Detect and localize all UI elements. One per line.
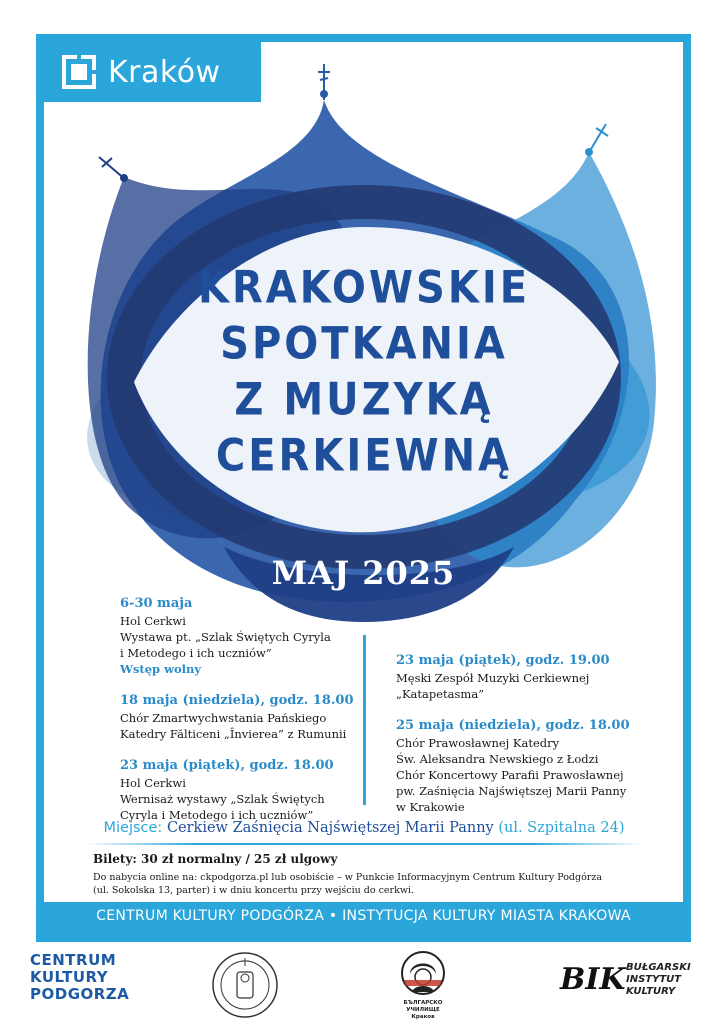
event-item <box>120 692 360 742</box>
event-admission: Wstęp wolny <box>120 662 202 676</box>
footer-institution: CENTRUM KULTURY PODGÓRZA • INSTYTUCJA KULTURY MIASTA KRAKOWA <box>96 908 631 924</box>
event-date: 23 maja (piątek), godz. 18.00 <box>120 758 334 773</box>
bik-text-line: INSTYTUT <box>626 974 682 985</box>
event-line: w Krakowie <box>396 800 465 814</box>
events-left-column <box>120 595 360 838</box>
event-date: 6-30 maja <box>120 596 193 611</box>
event-item <box>120 757 360 823</box>
title-line: KRAKOWSKIE <box>197 262 531 314</box>
ck-logo-line: CENTRUM <box>30 951 117 969</box>
poster-inner <box>44 42 683 902</box>
title-line: Z MUZYKĄ <box>234 374 494 426</box>
bulgarian-school-caption: БЪЛГАРСКО УЧИЛИЩЕ <box>403 1000 443 1013</box>
venue-name: Cerkiew Zaśnięcia Najświętszej Marii Panny <box>166 820 494 836</box>
event-line: Cyryla i Metodego i ich uczniów” <box>120 808 314 822</box>
event-line: Chór Koncertowy Parafii Prawosławnej <box>396 768 624 782</box>
event-item <box>396 717 656 815</box>
event-line: i Metodego i ich uczniów” <box>120 646 272 660</box>
partner-logos <box>0 950 725 1020</box>
bik-text <box>626 962 706 998</box>
cross-center-icon <box>318 64 330 100</box>
event-line: Wystawa pt. „Szlak Świętych Cyryla <box>120 630 331 644</box>
ticket-note-line: (ul. Sokolska 13, parter) i w dniu koncertu przy wejściu do cerkwi. <box>93 885 415 896</box>
bik-text-line: KULTURY <box>626 986 676 997</box>
venue-address: (ul. Szpitalna 24) <box>498 820 625 836</box>
bulgarian-school-logo <box>388 950 458 1021</box>
bik-mark: BIK <box>560 962 626 997</box>
event-line: Hol Cerkwi <box>120 614 186 628</box>
krakow-logo-text: Kraków <box>108 54 221 90</box>
bik-text-line: BUŁGARSKI <box>626 962 691 973</box>
ticket-note-line: Do nabycia online na: ckpodgorza.pl lub osobiście – w Punkcie Informacyjnym Centrum Kultury Podgórza <box>93 872 603 883</box>
event-line: Chór Zmartwychwstania Pańskiego <box>120 711 327 725</box>
krakow-logo <box>44 42 261 102</box>
ck-logo-line: KULTURY <box>30 968 109 986</box>
parish-seal-icon <box>210 950 280 1020</box>
event-line: Hol Cerkwi <box>120 776 186 790</box>
date-banner: MAJ 2025 <box>271 554 456 592</box>
event-line: „Katapetasma” <box>396 687 485 701</box>
bulgarian-school-city: Краков <box>411 1014 435 1020</box>
events-right-column <box>396 652 656 830</box>
event-date: 25 maja (niedziela), godz. 18.00 <box>396 718 630 733</box>
event-line: Św. Aleksandra Newskiego z Łodzi <box>396 752 599 766</box>
venue-label: Miejsce: <box>103 820 163 836</box>
cross-right-icon <box>586 124 608 155</box>
venue <box>84 820 644 836</box>
event-item <box>120 595 360 677</box>
event-item <box>396 652 656 702</box>
event-date: 23 maja (piątek), godz. 19.00 <box>396 653 610 668</box>
ck-logo-line: PODGORZA <box>30 985 130 1003</box>
ticket-note <box>93 871 633 897</box>
portrait-icon <box>400 950 446 996</box>
poster-frame <box>36 34 691 942</box>
event-date: 18 maja (niedziela), godz. 18.00 <box>120 693 354 708</box>
cross-left-icon <box>99 157 127 181</box>
event-line: pw. Zaśnięcia Najświętszej Marii Panny <box>396 784 627 798</box>
venue-underline <box>84 843 644 845</box>
event-line: Męski Zespół Muzyki Cerkiewnej <box>396 671 590 685</box>
event-line: Wernisaż wystawy „Szlak Świętych <box>120 792 325 806</box>
poster-title <box>164 260 564 484</box>
ticket-prices: Bilety: 30 zł normalny / 25 zł ulgowy <box>93 852 338 866</box>
krakow-logo-icon <box>62 55 96 89</box>
title-line: SPOTKANIA <box>220 318 508 370</box>
centrum-kultury-logo <box>30 952 129 1003</box>
column-divider <box>363 635 366 805</box>
title-line: CERKIEWNĄ <box>215 430 513 482</box>
event-line: Katedry Fălticeni „Învierea” z Rumunii <box>120 727 347 741</box>
event-line: Chór Prawosławnej Katedry <box>396 736 560 750</box>
